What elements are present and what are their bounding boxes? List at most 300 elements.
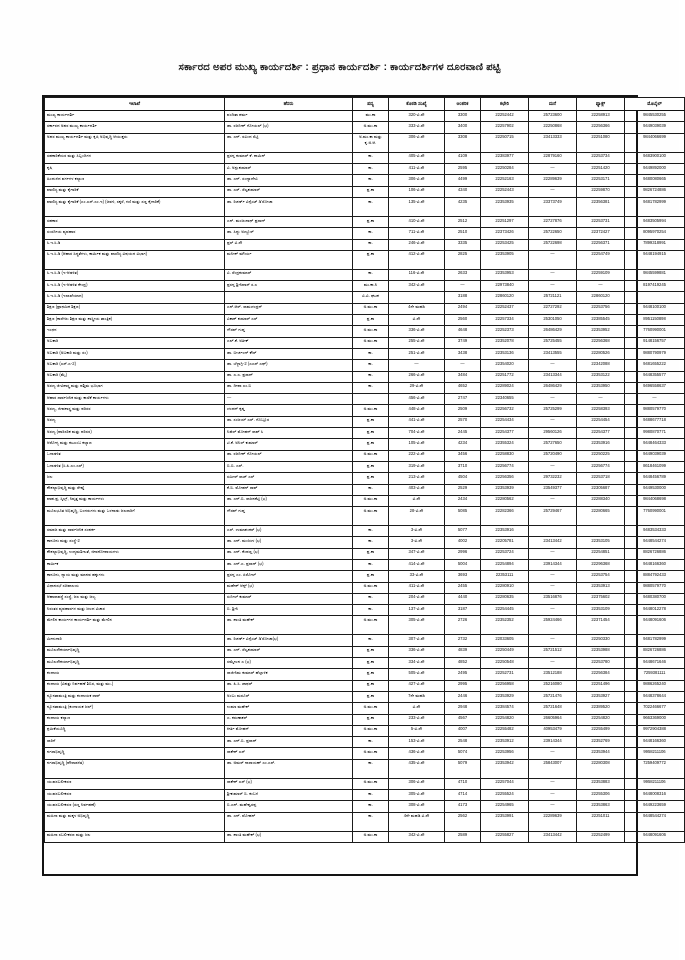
row-cell-name: ಡಾ. ಎನ್. ಸಂಧ್ಯಾದೇವಿ — [225, 175, 353, 186]
row-cell-room-number: 4ನೇ ಮಹಡಿ ವಿ.ಸೌ — [389, 812, 445, 831]
row-cell-fax: 22250330 — [577, 635, 625, 646]
row-cell-office-phone: 22282366 — [481, 507, 529, 526]
row-cell-room-number: 213-ವಿ.ಸೌ — [389, 473, 445, 484]
row-cell-name: ಗೌರವ್ ಗುಪ್ತ — [225, 326, 353, 337]
row-cell-room-number: 105-ವಿ.ಸೌ — [389, 439, 445, 450]
row-cell-designation: ಪ್ರ.ಕಾ — [353, 658, 389, 669]
table-row — [45, 216, 685, 227]
row-cell-mobile: 9488677718 — [625, 416, 685, 427]
row-cell-room-number: 347-ವಿ.ಸೌ — [389, 548, 445, 559]
row-cell-designation: ಮು.ಕಾ.ನಿ — [353, 281, 389, 292]
row-cell-fax: 22253756 — [577, 303, 625, 314]
row-cell-mobile: 9972904388 — [625, 725, 685, 736]
row-cell-office-phone: 22251297 — [481, 216, 529, 227]
table-row — [45, 186, 685, 197]
row-cell-designation: ಅ.ಮು.ಕಾ — [353, 495, 389, 506]
row-cell-name: ಪ್ರಸನ್ನ ಎಂ. ಪಿರೋಲ್ — [225, 571, 353, 582]
row-cell-extension: 4567 — [445, 714, 481, 725]
table-row — [45, 450, 685, 461]
row-cell-name: ಡಾ. ಶಾಂತಿ ಮಹೇಶ್ — [225, 616, 353, 635]
row-cell-office-phone: 22280910 — [481, 582, 529, 593]
row-cell-mobile: 9480080665 — [625, 175, 685, 186]
row-cell-mobile: 9958211106 — [625, 778, 685, 789]
row-cell-fax: 22253171 — [577, 175, 625, 186]
row-cell-designation: ಅ.ಮು.ಕಾ — [353, 582, 389, 593]
row-cell-room-number: 307-ವಿ.ಸೌ — [389, 635, 445, 646]
row-cell-office-phone: 22250548 — [481, 658, 529, 669]
row-cell-department: ಕಾನೂನು ಮತ್ತು ಸಂಸ್ಥೆ-2 — [45, 537, 225, 548]
row-cell-mobile: 9449892000 — [625, 164, 685, 175]
row-cell-office-phone: 22384574 — [481, 703, 529, 714]
row-cell-office-phone: 22353916 — [481, 526, 529, 537]
row-cell-fax: 22259870 — [577, 186, 625, 197]
table-row — [45, 439, 685, 450]
row-cell-office-phone: 22860120 — [481, 292, 529, 303]
row-cell-name: ಎಲ್.ಕೆ. ಅತೀಕ್ — [225, 337, 353, 348]
row-cell-fax: 22258393 — [577, 405, 625, 416]
row-cell-extension: 2995 — [445, 680, 481, 691]
row-cell-room-number: 33-ವಿ.ಸೌ — [389, 571, 445, 582]
row-cell-room-number: 411-ವಿ.ಸೌ — [389, 582, 445, 593]
row-cell-extension: 4235 — [445, 197, 481, 216]
row-cell-fax: 22352769 — [577, 737, 625, 748]
row-cell-home-phone: — — [529, 186, 577, 197]
row-cell-name: ನಿಖಿಲ್ ಮೋಹನ್ ರಾವ್ ಸಿ — [225, 428, 353, 439]
row-cell-mobile: 8826726886 — [625, 548, 685, 559]
row-cell-home-phone: 25720490 — [529, 450, 577, 461]
row-cell-fax: 22254820 — [577, 714, 625, 725]
row-cell-fax: 22255499 — [577, 725, 625, 736]
row-cell-office-phone: 22250284 — [481, 164, 529, 175]
row-cell-office-phone: 22353912 — [481, 737, 529, 748]
row-cell-mobile: 9448464333 — [625, 439, 685, 450]
row-cell-designation: ಅ.ಮು.ಕಾ — [353, 450, 389, 461]
row-cell-department: ನ್ಯೂನತಾಮಂತ್ರಿ (ಕಂದಾಯಕ ಜಲ್) — [45, 703, 225, 714]
row-cell-department: ವಾಹ.ಪ್ರ, ಸ್ಕಿಲ್ಸ್, ನಿವೃತ್ತ ಮತ್ತು ಕಾರ್ಯಗಳು — [45, 495, 225, 506]
row-cell-office-phone: 22353953 — [481, 269, 529, 280]
row-cell-extension: 2495 — [445, 669, 481, 680]
row-cell-home-phone: 25725299 — [529, 405, 577, 416]
row-cell-fax: 22385545 — [577, 315, 625, 326]
row-cell-department: ಸರ್ಕಾರದ ಅಪರ ಮುಖ್ಯ ಕಾರ್ಯದರ್ಶಿ — [45, 122, 225, 133]
row-cell-office-phone: 22256356 — [481, 473, 529, 484]
row-cell-extension: 2510 — [445, 228, 481, 239]
row-cell-extension: — — [445, 281, 481, 292]
row-cell-name: ಡಾ. ಎನ್.ಬಿ. ಪ್ರಸಾದ್ — [225, 737, 353, 748]
row-cell-office-phone: 22257334 — [481, 315, 529, 326]
row-cell-fax: 22255306 — [577, 790, 625, 801]
row-cell-office-phone: 22352078 — [481, 337, 529, 348]
table-row — [45, 759, 685, 778]
row-cell-department: ಮಹಿಳಾ ಮತ್ತು ಮಕ್ಕಳ ಅಭಿವೃದ್ಧಿ — [45, 812, 225, 831]
row-cell-mobile: 9449223659 — [625, 801, 685, 812]
row-cell-home-phone: — — [529, 360, 577, 371]
row-cell-designation: ಪ್ರ.ಕಾ — [353, 548, 389, 559]
row-cell-department: ನ್ಯೂನತಾಮಂತ್ರಿ ಮತ್ತು ಕಂದಾಯಕ ರಾವ್ — [45, 691, 225, 702]
row-cell-room-number: 3-ವಿ.ಸೌ — [389, 526, 445, 537]
column-header-internal-extension: ಆಂತರಿಕ — [445, 98, 481, 111]
table-row — [45, 269, 685, 280]
row-cell-office-phone: 22373426 — [481, 228, 529, 239]
row-cell-home-phone: — — [529, 281, 577, 292]
row-cell-extension: 4652 — [445, 382, 481, 393]
row-cell-designation: ಕಾ. — [353, 371, 389, 382]
row-cell-department: ಶಿಕ್ಷಣ (ಪ್ರಾಥಮಿಕ ಶಿಕ್ಷಣ) — [45, 303, 225, 314]
row-cell-designation: ಕಾ. — [353, 635, 389, 646]
row-cell-home-phone: 26486429 — [529, 382, 577, 393]
row-cell-mobile: 9448544274 — [625, 812, 685, 831]
row-cell-designation — [353, 394, 389, 405]
row-cell-office-phone: 22254820 — [481, 714, 529, 725]
row-cell-department: ಅಬಕಾರಿ (ಮೈ) — [45, 371, 225, 382]
row-cell-office-phone: 22251772 — [481, 371, 529, 382]
row-cell-extension: 2445 — [445, 428, 481, 439]
row-cell-office-phone: 22254965 — [481, 801, 529, 812]
row-cell-name: ಪ್ರಸ್ ವಿ.ಸೌ — [225, 239, 353, 250]
row-cell-mobile: 9448166360 — [625, 737, 685, 748]
row-cell-room-number: 456-ವಿ.ಸೌ — [389, 394, 445, 405]
row-cell-office-phone: 22252731 — [481, 669, 529, 680]
row-cell-home-phone: 23413333 — [529, 133, 577, 152]
row-cell-designation: ಅ.ಮು.ಕಾ — [353, 748, 389, 759]
row-cell-fax: 22253718 — [577, 473, 625, 484]
row-cell-room-number: 336-ವಿ.ಸೌ — [389, 326, 445, 337]
row-cell-name: ಡಾ. ಅಮರ್ ನಾರಾಯಣ್ ಎಂ.ಎಸ್. — [225, 759, 353, 778]
row-cell-office-phone: 22252442 — [481, 111, 529, 122]
row-cell-designation: ಅ.ಮು.ಕಾ — [353, 122, 389, 133]
row-cell-mobile: 8951150898 — [625, 315, 685, 326]
row-cell-extension: 5077 — [445, 526, 481, 537]
row-cell-home-phone: — — [529, 250, 577, 269]
row-cell-department: ಅರಣ್ಯ (ಪಾರಿಸರಿಕ ಮತ್ತು ಪರಿಸರ) — [45, 428, 225, 439]
row-cell-home-phone: 25721512 — [529, 646, 577, 657]
row-cell-name: ಚಂದನ್ ಕೃಷ್ಣ — [225, 405, 353, 416]
row-cell-home-phone: 23413555 — [529, 348, 577, 359]
row-cell-department: ವಾಣಿಜ್ಯ ಮತ್ತು ಕೈಗಾರಿಕೆ (ಎಂ.ಎಸ್.ಎಂ.ಇ) (ಜವಳಿ, ಸಕ್ಕರೆ, ಗಣಿ ಮತ್ತು ಸಣ್ಣ ಕೈಗಾರಿಕೆ) — [45, 197, 225, 216]
row-cell-department: ಹಿಂದುಳಿದ ವರ್ಗಗಳ ಕಲ್ಯಾಣ — [45, 175, 225, 186]
row-cell-room-number: 711-ವಿ.ಸೌ — [389, 228, 445, 239]
row-cell-department: ಆಹಾರಾವಸ್ಥೆ ಸಂಸ್ಥೆ, ಜಲ ಮತ್ತು ಜಲ್ಯ — [45, 593, 225, 604]
row-cell-room-number: 153-ವಿ.ಸೌ — [389, 737, 445, 748]
row-cell-extension: 3484 — [445, 371, 481, 382]
table-row — [45, 197, 685, 216]
row-cell-office-phone: 22250449 — [481, 646, 529, 657]
row-cell-home-phone: 25721121 — [529, 292, 577, 303]
row-cell-office-phone: 22256774 — [481, 461, 529, 472]
row-cell-extension: 2589 — [445, 831, 481, 842]
row-cell-department: ಒಳಾಡಳಿತ — [45, 450, 225, 461]
row-cell-department: ಕೌಶಲ್ಯಾಭಿವೃದ್ಧಿ, ಉದ್ಯಮಶೀಲತೆ, ಜೀವನೋಪಾಯಗಳು — [45, 548, 225, 559]
table-row — [45, 473, 685, 484]
row-cell-name: ವಂದಿತಾ ಶರ್ಮ — [225, 111, 353, 122]
row-cell-mobile: 7022466677 — [625, 703, 685, 714]
row-cell-department: ಕಂದಾಯ ಕಲ್ಯಾಣ — [45, 714, 225, 725]
column-header-office-phone: ಕಛೇರಿ — [481, 98, 529, 111]
row-cell-mobile: 9826724886 — [625, 186, 685, 197]
row-cell-department: ಮುಖ್ಯ ಕಾರ್ಯದರ್ಶಿ — [45, 111, 225, 122]
row-cell-fax: 22259109 — [577, 269, 625, 280]
row-cell-designation: ಕಾ. — [353, 382, 389, 393]
row-cell-designation: ಕಾ. — [353, 360, 389, 371]
row-cell-department: ಮೂಲಭೂತ ಅಭಿವೃದ್ಧಿ, ಬಂದರುಗಳು ಮತ್ತು ಒಳನಾಡು ಜಲಸಾರಿಗೆ — [45, 507, 225, 526]
row-cell-name: ಡಾ. ದೀಪಾ ಎಂ.ಬಿ — [225, 382, 353, 393]
row-cell-home-phone: 23413442 — [529, 537, 577, 548]
row-cell-extension: 2825 — [445, 250, 481, 269]
row-cell-mobile: 9663369000 — [625, 714, 685, 725]
column-header-department: ಇಲಾಖೆ — [45, 98, 225, 111]
table-row — [45, 405, 685, 416]
row-cell-office-phone: 22355324 — [481, 439, 529, 450]
row-cell-department: ಜಲ — [45, 473, 225, 484]
row-cell-office-phone: 22255482 — [481, 725, 529, 736]
row-cell-home-phone: 22727292 — [529, 303, 577, 314]
table-row — [45, 371, 685, 382]
row-cell-name: ಡಾ. ಎ.ಎ. ಪ್ರಸಾದ್ — [225, 371, 353, 382]
row-cell-name: ಡಾ. ಎನ್. ಮಂಜುಳ (ಭ) — [225, 537, 353, 548]
table-row — [45, 548, 685, 559]
row-cell-designation: ಕಾ. — [353, 526, 389, 537]
row-cell-home-phone: 23516876 — [529, 593, 577, 604]
row-cell-extension: 2548 — [445, 737, 481, 748]
row-cell-fax: 22305687 — [577, 484, 625, 495]
table-row — [45, 571, 685, 582]
table-row — [45, 315, 685, 326]
row-cell-home-phone: — — [529, 461, 577, 472]
row-cell-fax: 22251011 — [577, 812, 625, 831]
row-cell-room-number: ವಿ.ಸೌ — [389, 495, 445, 506]
row-cell-name: ರಾಕೇಶ್ ಎಸ್ — [225, 748, 353, 759]
row-cell-fax: 22353927 — [577, 691, 625, 702]
row-cell-department: ನಗರಾಭಿವೃದ್ಧಿ — [45, 748, 225, 759]
table-row — [45, 748, 685, 759]
row-cell-name: ಡಾ. ರಜನೀಶ್ ಗೋಯಲ್ — [225, 450, 353, 461]
table-row — [45, 152, 685, 163]
table-row — [45, 691, 685, 702]
row-cell-office-phone: 22973840 — [481, 281, 529, 292]
row-cell-room-number: 436-ವಿ.ಸೌ — [389, 748, 445, 759]
row-cell-home-phone: — — [529, 790, 577, 801]
row-cell-mobile: 7760990001 — [625, 507, 685, 526]
row-cell-mobile: 9880790979 — [625, 348, 685, 359]
row-cell-name: ಬಿ. ಶ್ರೀನಿ — [225, 605, 353, 616]
row-cell-extension: 3693 — [445, 571, 481, 582]
row-cell-home-phone: 23914344 — [529, 559, 577, 570]
row-cell-extension: 3456 — [445, 450, 481, 461]
row-cell-department: ಒಳಾಡಳಿತ (ಸಿ.ಪಿ.ಎಂ.ಎಸ್) — [45, 461, 225, 472]
row-cell-fax: 22280526 — [577, 348, 625, 359]
table-header-row — [45, 98, 685, 111]
row-cell-mobile: 9448355577 — [625, 371, 685, 382]
row-cell-department: ಯುವಸಬಲೀಕರಣ — [45, 778, 225, 789]
table-row — [45, 714, 685, 725]
row-cell-extension: 3438 — [445, 348, 481, 359]
row-cell-home-phone: 25729467 — [529, 507, 577, 526]
row-cell-room-number: 137-ವಿ.ಸೌ — [389, 605, 445, 616]
row-cell-department: ಕಂದಾಯ (ವಿಪತ್ತು ನಿರ್ವಹಣೆ ಶಿಬಿರ, ಮತ್ತು ಮು.) — [45, 680, 225, 691]
row-cell-room-number: 412-ವಿ.ಸೌ — [389, 250, 445, 269]
row-cell-mobile: 9845530255 — [625, 111, 685, 122]
row-cell-extension: 4340 — [445, 186, 481, 197]
table-row — [45, 680, 685, 691]
row-cell-department: ಅಬಕಾರಿ (ಅಬಕಾರಿ ಮತ್ತು ಸಂ) — [45, 348, 225, 359]
row-cell-designation: ಪ್ರ.ಕಾ — [353, 439, 389, 450]
row-cell-mobile: 7259409772 — [625, 759, 685, 778]
table-row — [45, 326, 685, 337]
row-cell-extension: 4234 — [445, 439, 481, 450]
row-cell-home-phone: — — [529, 801, 577, 812]
row-cell-department: ಅಬಕಾರಿ (ಎಸ್.ಎ-2) — [45, 360, 225, 371]
row-cell-fax: 22288340 — [577, 495, 625, 506]
row-cell-name: — — [225, 394, 353, 405]
row-cell-department: ಅಬಕಾರಿ — [45, 337, 225, 348]
row-cell-mobile: 9980870771 — [625, 428, 685, 439]
row-cell-department: ಕೌಶಲ್ಯಾಭಿವೃದ್ಧಿ ಮತ್ತು ರೇಷ್ಮೆ — [45, 484, 225, 495]
row-cell-designation: ಪ್ರ.ಕಾ — [353, 473, 389, 484]
row-cell-fax: 22353913 — [577, 582, 625, 593]
row-cell-extension: 2948 — [445, 703, 481, 714]
row-cell-department: ಮಹಿಳಾ ಸಬಲೀಕರಣ ಮತ್ತು ಜಲ — [45, 831, 225, 842]
row-cell-designation: ಕಾ. — [353, 484, 389, 495]
row-cell-home-phone: 26486429 — [529, 326, 577, 337]
page-title: ಸರ್ಕಾರದ ಅಪರ ಮುಖ್ಯ ಕಾರ್ಯದರ್ಶಿ : ಪ್ರಧಾನ ಕಾರ್ಯದರ್ಶಿ : ಕಾರ್ಯದರ್ಶಿಗಳ ದೂರವಾಣಿ ಪಟ್ಟಿ — [178, 62, 501, 73]
row-cell-extension: 4002 — [445, 537, 481, 548]
row-cell-room-number: 704-ವಿ.ಸೌ — [389, 428, 445, 439]
row-cell-designation: ಪ್ರ.ಕಾ — [353, 216, 389, 227]
row-cell-home-phone: 23413344 — [529, 371, 577, 382]
row-cell-mobile: 9448091606 — [625, 831, 685, 842]
row-cell-fax: 22371454 — [577, 616, 625, 635]
table-row — [45, 616, 685, 635]
row-cell-mobile: 9844066699 — [625, 133, 685, 152]
row-cell-fax: 22254454 — [577, 416, 625, 427]
row-cell-designation: ಕಾ. — [353, 812, 389, 831]
row-cell-department: ಸಮಾಜ ಮತ್ತು ಸಾರ್ವಜನಿಕ ಸಂಪರ್ಕ — [45, 526, 225, 537]
row-cell-office-phone: 22353942 — [481, 759, 529, 778]
row-cell-home-phone: 25721476 — [529, 691, 577, 702]
row-cell-office-phone: 22258830 — [481, 450, 529, 461]
row-cell-designation: ಕಾ. — [353, 593, 389, 604]
table-row — [45, 703, 685, 714]
row-cell-home-phone: — — [529, 571, 577, 582]
table-row — [45, 281, 685, 292]
row-cell-home-phone: — — [529, 269, 577, 280]
row-cell-designation: ಪ್ರ.ಕಾ — [353, 646, 389, 657]
row-cell-fax: 22342088 — [577, 360, 625, 371]
row-cell-designation: ಅ.ಮು.ಕಾ — [353, 703, 389, 714]
row-cell-extension: 3749 — [445, 337, 481, 348]
row-cell-room-number: 427-ವಿ.ಸೌ — [389, 680, 445, 691]
row-cell-mobile: 9480380700 — [625, 593, 685, 604]
row-cell-room-number: 405-ವಿ.ಸೌ — [389, 152, 445, 163]
row-cell-room-number: ವಿ.ಸೌ — [389, 315, 445, 326]
row-cell-designation: ಪ್ರ.ಕಾ — [353, 186, 389, 197]
row-cell-extension: 4714 — [445, 790, 481, 801]
table-row — [45, 812, 685, 831]
row-cell-fax: 22860120 — [577, 292, 625, 303]
table-row — [45, 250, 685, 269]
table-row — [45, 133, 685, 152]
table-row — [45, 831, 685, 842]
row-cell-name: ಡಾ. ರಿಚರ್ಡ್ ವಿನ್ಸೆಂಟ್ ಡಿ'ಸೋಜಾ(ಭ) — [225, 635, 353, 646]
row-cell-fax: 22254851 — [577, 548, 625, 559]
row-cell-mobile: 9449039039 — [625, 450, 685, 461]
row-cell-designation: ಪ್ರ.ಕಾ — [353, 416, 389, 427]
row-cell-extension: 4173 — [445, 801, 481, 812]
row-cell-home-phone: 29732232 — [529, 473, 577, 484]
row-cell-home-phone: 26605964 — [529, 714, 577, 725]
table-row — [45, 778, 685, 789]
row-cell-name: ಕೆ.ಬಿ. ಮೋಹನ್ ರಾವ್ — [225, 484, 353, 495]
row-cell-name: ಡಾ. ಬೀರ್ಚಂದ್ ಕೌರ್ — [225, 348, 353, 359]
table-row — [45, 164, 685, 175]
row-cell-designation: ಅ.ಮು.ಕಾ — [353, 831, 389, 842]
table-row — [45, 646, 685, 657]
row-cell-room-number: 5-ವಿ.ಸೌ — [389, 725, 445, 736]
row-cell-designation: ಕಾ. — [353, 197, 389, 216]
row-cell-room-number: 403-ವಿ.ಸೌ — [389, 484, 445, 495]
row-cell-extension: 3710 — [445, 461, 481, 472]
row-cell-fax: 22254749 — [577, 250, 625, 269]
row-cell-designation: ವಿ.ವಿ. ಘಟಕ — [353, 292, 389, 303]
row-cell-name: ಗೌರವ್ ಗುಪ್ತ — [225, 507, 353, 526]
row-cell-room-number: 106-ವಿ.ಸೌ — [389, 186, 445, 197]
row-cell-department: ಇಂಧನ — [45, 326, 225, 337]
row-cell-name: ಉಮಾ ಮಹೇಶ್ — [225, 703, 353, 714]
row-cell-department: ಮೇಲಿನ ಕಾರ್ಯಗಳ ಕಾರ್ಯದರ್ಶಿ ಮತ್ತು ಮೇಲಿನ — [45, 616, 225, 635]
row-cell-fax: — — [577, 281, 625, 292]
row-cell-mobile: 9483534333 — [625, 526, 685, 537]
row-cell-fax: 22353105 — [577, 537, 625, 548]
column-header-home-phone: ಮನೆ — [529, 98, 577, 111]
row-cell-extension: 2560 — [445, 315, 481, 326]
row-cell-room-number — [389, 292, 445, 303]
row-cell-name: ಡಾ. ಸಂಜಯ್ ಎಸ್. ಗೊಬ್ಬೂರ — [225, 416, 353, 427]
row-cell-name: ಬಿ.ಎನ್. ಮಹೇಶ್ವರಪ್ಪ — [225, 801, 353, 812]
table-row — [45, 559, 685, 570]
row-cell-room-number: 320-ವಿ.ಸೌ — [389, 111, 445, 122]
row-cell-office-phone: 22280635 — [481, 593, 529, 604]
row-cell-fax: 22372427 — [577, 228, 625, 239]
row-cell-department: ಸಾರಿಗೆ — [45, 737, 225, 748]
directory-table-container — [42, 95, 666, 876]
row-cell-home-phone: 23413442 — [529, 831, 577, 842]
row-cell-name: ಪ್ರಸನ್ನ ಕುಮಾರ್ ಕೆ. ಶಾಮಿನ್ — [225, 152, 353, 163]
row-cell-home-phone: 25301050 — [529, 315, 577, 326]
row-cell-office-phone: 22254445 — [481, 605, 529, 616]
row-cell-fax: 22253780 — [577, 658, 625, 669]
row-cell-designation: ಅ.ಮು.ಕಾ — [353, 616, 389, 635]
row-cell-designation: ಕಾ. — [353, 559, 389, 570]
table-row — [45, 416, 685, 427]
row-cell-extension: 2747 — [445, 394, 481, 405]
row-cell-extension: 4852 — [445, 658, 481, 669]
row-cell-name: ಶ್ರೀಕುಮಾರ್ ಬಿ. ಕಂಬಳಿ — [225, 790, 353, 801]
row-cell-name: ಡಾ. ಬೆಳ್ಳಾಗ್ರಿ-2 (ಎಎಸ್ ಎಫ್) — [225, 360, 353, 371]
row-cell-mobile: 8826726886 — [625, 646, 685, 657]
row-cell-mobile: 9448166360 — [625, 559, 685, 570]
row-cell-name: ವಿ. ಸೆಂದ್ರಕುಮಾರ್ — [225, 269, 353, 280]
row-cell-designation: ಅ.ಮು.ಕಾ — [353, 303, 389, 314]
row-cell-designation: ಪ್ರ.ಕಾ — [353, 680, 389, 691]
table-body — [45, 111, 685, 843]
row-cell-fax: 22353863 — [577, 801, 625, 812]
row-cell-extension: 5079 — [445, 759, 481, 778]
row-cell-home-phone: 23512188 — [529, 669, 577, 680]
row-cell-room-number: 135-ವಿ.ಸೌ — [389, 197, 445, 216]
row-cell-designation: ಕಾ. — [353, 790, 389, 801]
row-cell-home-phone: — — [529, 748, 577, 759]
row-cell-name: ಮಹೇಶ್ ಆನ್ಟ್ (ಭ) — [225, 582, 353, 593]
